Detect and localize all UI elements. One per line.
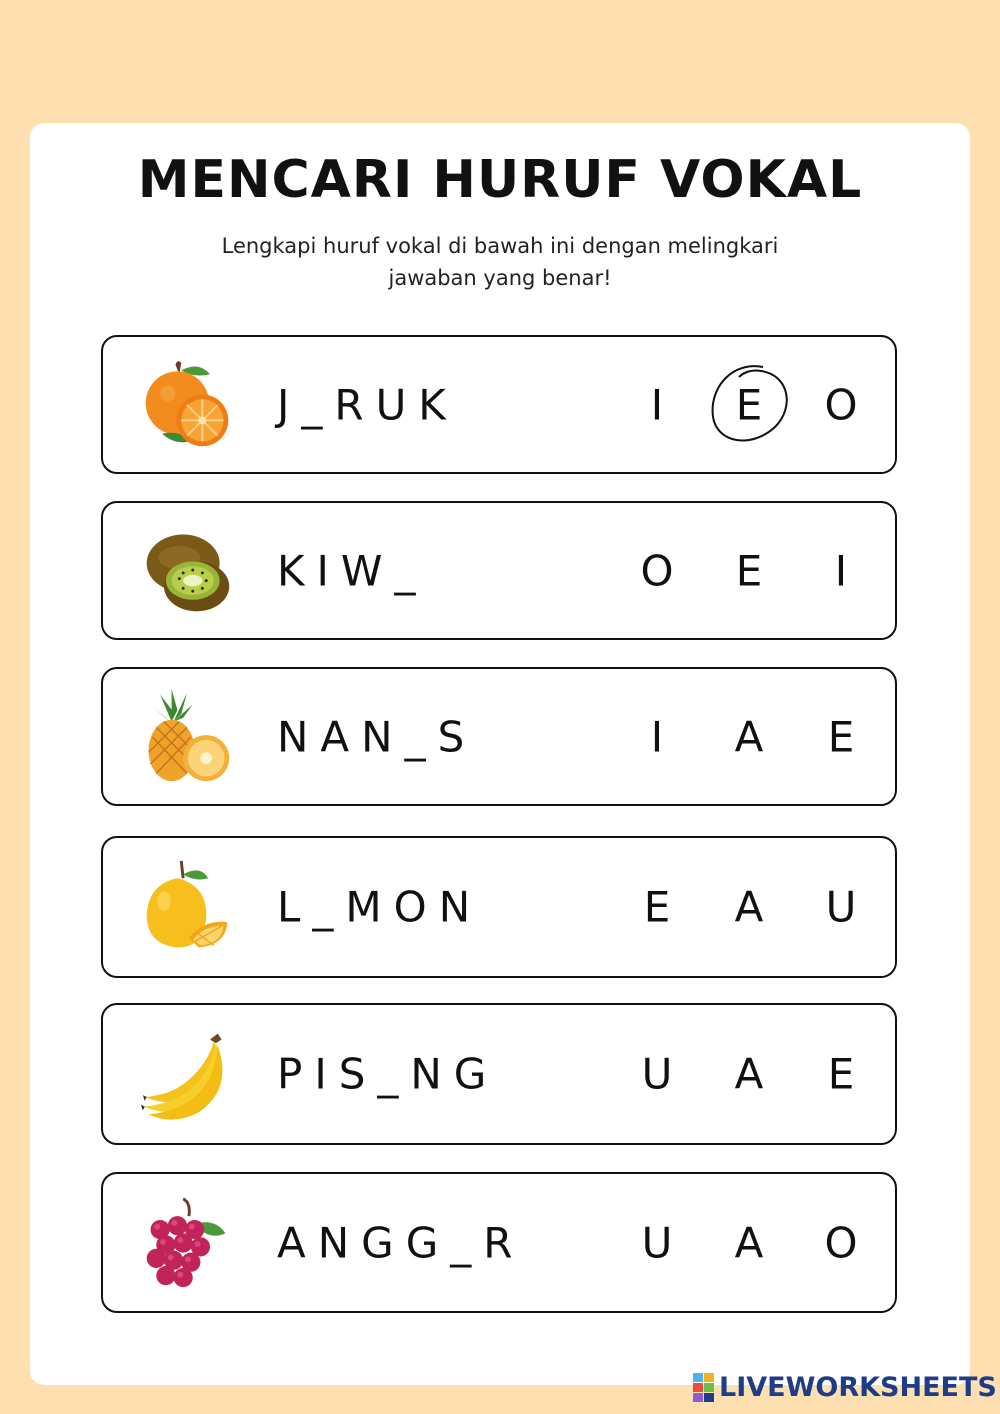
vowel-option[interactable]: U xyxy=(641,1218,673,1267)
vowel-option[interactable]: E xyxy=(643,882,671,932)
exercise-row-2 xyxy=(101,501,897,640)
vowel-option[interactable]: A xyxy=(734,712,764,761)
liveworksheets-logo[interactable] xyxy=(693,1372,997,1403)
vowel-option[interactable]: I xyxy=(650,380,664,429)
vowel-option[interactable]: I xyxy=(650,712,664,761)
exercise-row-6 xyxy=(101,1172,897,1313)
instruction-text xyxy=(190,230,810,294)
exercise-row-4 xyxy=(101,836,897,978)
word-with-blank: KIW_ xyxy=(277,546,428,595)
vowel-option[interactable]: U xyxy=(641,1049,673,1099)
vowel-option[interactable]: I xyxy=(834,546,848,595)
vowel-option[interactable]: A xyxy=(734,882,764,932)
vowel-option[interactable]: O xyxy=(824,1218,858,1267)
orange-icon xyxy=(139,357,235,453)
instruction-line-1: Lengkapi huruf vokal di bawah ini dengan melingkari xyxy=(221,234,779,258)
exercise-row-1 xyxy=(101,335,897,474)
word-with-blank: NAN_S xyxy=(277,712,477,761)
vowel-option[interactable]: A xyxy=(734,1049,764,1099)
vowel-option[interactable]: U xyxy=(825,882,857,932)
word-with-blank: ANGG_R xyxy=(277,1218,525,1267)
exercise-row-3 xyxy=(101,667,897,806)
vowel-option[interactable]: O xyxy=(640,546,674,595)
vowel-option[interactable]: A xyxy=(734,1218,764,1267)
pineapple-icon xyxy=(139,689,235,785)
vowel-option[interactable]: E xyxy=(735,546,763,595)
lemon-icon xyxy=(139,859,235,955)
banana-icon xyxy=(139,1026,235,1122)
liveworksheets-badge-icon xyxy=(693,1373,715,1403)
vowel-option[interactable]: O xyxy=(824,380,858,429)
kiwi-icon xyxy=(139,523,235,619)
worksheet-title: MENCARI HURUF VOKAL xyxy=(137,150,863,210)
liveworksheets-brand-text: LIVEWORKSHEETS xyxy=(719,1372,997,1403)
instruction-line-2: jawaban yang benar! xyxy=(388,266,612,290)
word-with-blank: L_MON xyxy=(277,882,483,932)
exercise-row-5 xyxy=(101,1003,897,1145)
word-with-blank: J_RUK xyxy=(277,380,458,429)
word-with-blank: PIS_NG xyxy=(277,1049,499,1099)
vowel-option[interactable]: E xyxy=(827,712,855,761)
grape-icon xyxy=(139,1195,235,1291)
vowel-option[interactable]: E xyxy=(827,1049,855,1099)
vowel-option[interactable]: E xyxy=(735,380,763,429)
